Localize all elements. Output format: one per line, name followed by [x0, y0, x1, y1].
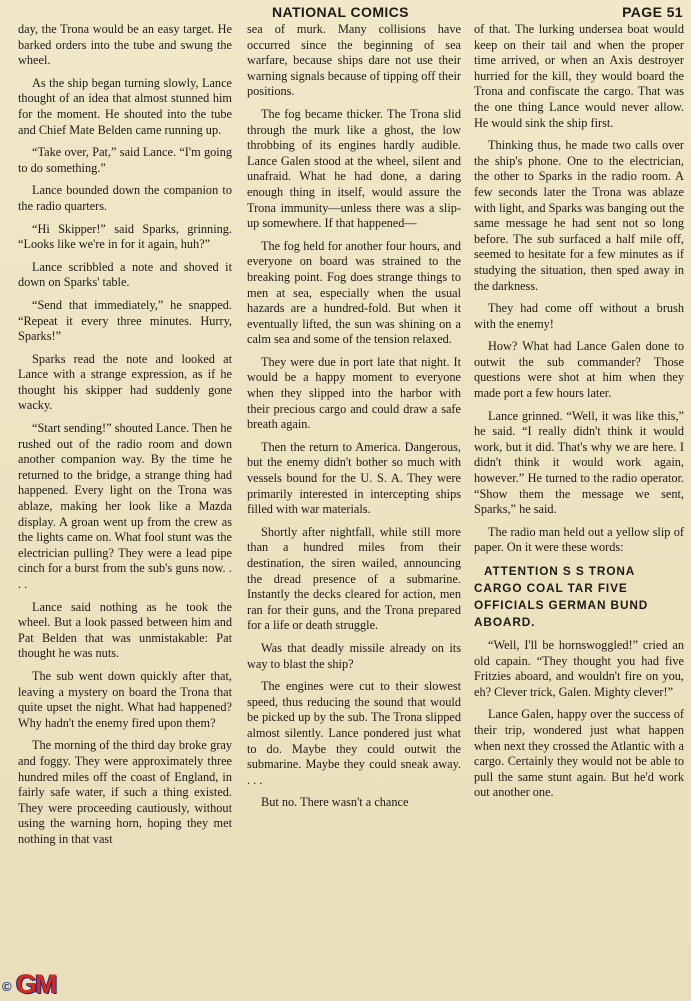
paragraph: “Hi Skipper!” said Sparks, grinning. “Looks like we're in for it again, huh?” — [18, 221, 232, 252]
paragraph: Lance scribbled a note and shoved it down on Sparks' table. — [18, 259, 232, 290]
paragraph: They had come off without a brush with the enemy! — [474, 301, 684, 331]
paragraph: Lance said nothing as he took the wheel. But a look passed between him and Pat Belden that was unmistakable: Pat thought he was nuts. — [18, 599, 232, 661]
radio-message: ATTENTION S S TRONA CARGO COAL TAR FIVE OFFICIALS GERMAN BUND ABOARD. — [474, 564, 649, 629]
paragraph: They were due in port late that night. It would be a happy moment to everyone when they slipped into the harbor with their precious cargo and could draw a safe breath again. — [247, 354, 461, 432]
paragraph: Sparks read the note and looked at Lance with a strange expression, as if he thought his skipper had suddenly gone wacky. — [18, 351, 232, 413]
paragraph: Thinking thus, he made two calls over the ship's phone. One to the electrician, the other to Sparks in the radio room. A few seconds later the Trona was ablaze with light, and Sparks was banging out the same message he had sent not so long before. The sub surfaced a half mile off, seemed to hesitate for a few minutes as if studying the situation, then sped away in the darkness. — [474, 138, 684, 293]
paragraph: Shortly after nightfall, while still more than a hundred miles from their destination, the siren wailed, announcing the dread presence of a submarine. Instantly the decks cleared for action, men ran for their guns, and the Trona prepared for a life or death struggle. — [247, 524, 461, 633]
gm-logo-icon: GM — [16, 969, 56, 999]
copyright-symbol: © — [2, 979, 12, 994]
paragraph: “Send that immediately,” he snapped. “Repeat it every three minutes. Hurry, Sparks!” — [18, 297, 232, 344]
paragraph: “Take over, Pat,” said Lance. “I'm going to do something.” — [18, 145, 232, 175]
paragraph: Lance Galen, happy over the success of their trip, wondered just what happen when next they crossed the Atlantic with a cargo. Certainly they would not be able to pull the same stunt again. But he'd work out another one. — [474, 707, 684, 800]
paragraph: “Start sending!” shouted Lance. Then he rushed out of the radio room and down another companion way. By the time he returned to the bridge, a strange thing had happened. Every light on the Trona was ablaze, making her look like a Mazda display. A groan went up from the crew as the lights came on. What fool stunt was the electrician pulling? They were a lead pipe cinch for a burst from the sub's guns now. . . . — [18, 421, 232, 591]
paragraph: The fog became thicker. The Trona slid through the murk like a ghost, the low throbbing of its engines hardly audible. Lance Galen stood at the wheel, silent and unafraid. What he had done, a daring enough thing in itself, would assure the Trona immunity—unless there was a slip-up somewhere. If that happened— — [247, 106, 461, 231]
paragraph: Lance bounded down the companion to the radio quarters. — [18, 183, 232, 213]
paragraph: The morning of the third day broke gray and foggy. They were approximately three hundred miles off the coast of England, in fairly safe water, if such a thing existed. They were proceeding cautiously, without using the warning horn, hoping they met nothing in that vast — [18, 738, 232, 846]
paragraph: The sub went down quickly after that, leaving a mystery on board the Trona that quite upset the night. What had happened? Why hadn't the enemy fired upon them? — [18, 668, 232, 730]
page-number: PAGE 51 — [622, 4, 683, 20]
paragraph: Lance grinned. “Well, it was like this,” he said. “I really didn't think it would work, but it did. That's why we are here. I didn't think it would work again, however.” He turned to the radio operator. “Show them the message we sent, Sparks,” he said. — [474, 408, 684, 517]
paragraph: How? What had Lance Galen done to outwit the sub commander? Those questions were shot at him when they made port a few hours later. — [474, 339, 684, 401]
paragraph: The engines were cut to their slowest speed, thus reducing the sound that would be picked up by the sub. The Trona slipped almost silently. Lance pondered just what to do. Maybe they could outwit the submarine. Maybe they could sneak away. . . . — [247, 679, 461, 787]
paragraph: The fog held for another four hours, and everyone on board was strained to the breaking point. Fog does strange things to men at sea, especially when the usual hazards are a hundred-fold. But when it eventually lifted, the sun was shining on a calm sea and some of the tension relaxed. — [247, 238, 461, 347]
paragraph: As the ship began turning slowly, Lance thought of an idea that almost stunned him for the moment. He shouted into the tube and Chief Mate Belden came running up. — [18, 75, 232, 137]
paragraph: sea of murk. Many collisions have occurred since the beginning of sea warfare, because ships dare not use their warning signals because of tipping off their positions. — [247, 22, 461, 99]
publication-title: NATIONAL COMICS — [272, 4, 409, 20]
paragraph: But no. There wasn't a chance — [261, 795, 409, 810]
text-column-1 — [18, 22, 232, 855]
paragraph: The radio man held out a yellow slip of paper. On it were these words: — [474, 524, 684, 555]
text-column-2 — [247, 22, 461, 818]
paragraph: of that. The lurking undersea boat would keep on their tail and when the proper time arrived, or when an Axis destroyer hurried for the kill, they would board the Trona and confiscate the cargo. That was the one thing Lance would never allow. He would sink the ship first. — [474, 22, 684, 130]
paragraph: “Well, I'll be hornswoggled!” cried an old capain. “They thought you had five Fritzies aboard, and wouldn't fire on you, eh? Clever trick, Galen. Mighty clever!” — [474, 638, 684, 699]
paragraph: Was that deadly missile already on its way to blast the ship? — [247, 640, 461, 671]
paragraph: Then the return to America. Dangerous, but the enemy didn't bother so much with vessels bound for the U. S. A. They were primarily interested in intercepting ships filled with war materials. — [247, 439, 461, 517]
paragraph: day, the Trona would be an easy target. He barked orders into the tube and swung the wheel. — [18, 22, 232, 68]
text-column-3 — [474, 22, 684, 808]
